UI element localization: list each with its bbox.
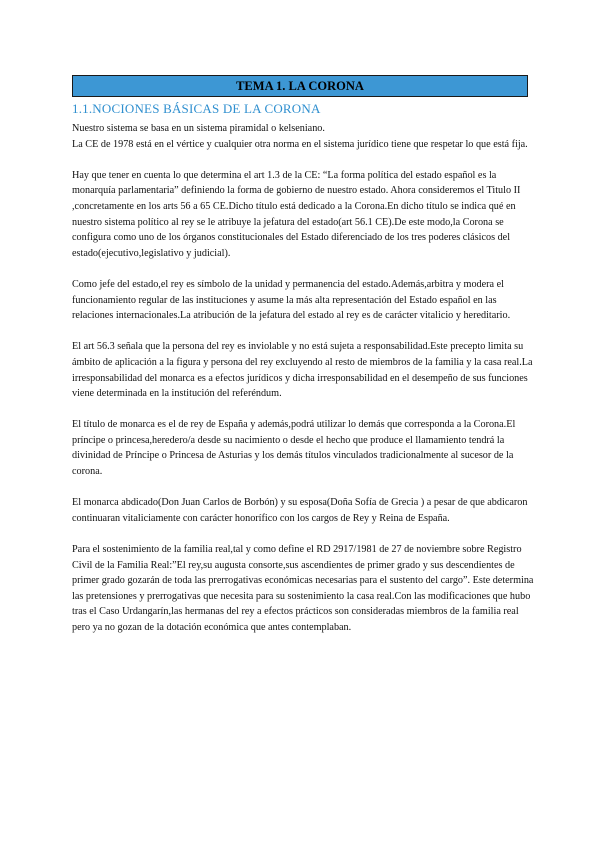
paragraph-gap xyxy=(72,526,534,542)
document-body xyxy=(72,121,534,636)
section-heading: 1.1.NOCIONES BÁSICAS DE LA CORONA xyxy=(72,101,321,116)
paragraph-gap xyxy=(72,152,534,168)
document-title: TEMA 1. LA CORONA xyxy=(72,75,528,97)
paragraph: Hay que tener en cuenta lo que determina el art 1.3 de la CE: “La forma política del estado español es la monarquía parlamentaria” definiendo la forma de gobierno de nuestro estado. Ahora consideremos el Titulo II ,concretamente en los arts 56 a 65 CE.Dicho título está dedicado a la Corona.En dicho título se indica qué en nuestro sistema político al rey se le atribuye la jefatura del estado(art 56.1 CE).De este modo,la Corona se configura como uno de los órganos constitucionales del Estado diferenciado de los tres poderes clásicos del estado(ejecutivo,legislativo y judicial). xyxy=(72,169,521,259)
paragraph: Nuestro sistema se basa en un sistema piramidal o kelseniano. xyxy=(72,123,325,134)
paragraph: Como jefe del estado,el rey es símbolo de la unidad y permanencia del estado.Además,arbitra y modera el funcionamiento regular de las instituciones y asume la más alta representación del Estado español en las relaciones internacionales.La atribución de la jefatura del estado al rey es de carácter vitalicio y hereditario. xyxy=(72,278,511,322)
paragraph: El título de monarca es el de rey de España y además,podrá utilizar lo demás que corresponda a la Corona.El príncipe o princesa,heredero/a desde su nacimiento o desde el hecho que produce el llamamiento tendrá la divinidad de Príncipe o Princesa de Asturias y los demás títulos vinculados tradicionalmente al sucesor de la corona. xyxy=(72,419,516,478)
paragraph-gap xyxy=(72,402,534,418)
paragraph: La CE de 1978 está en el vértice y cualquier otra norma en el sistema jurídico tiene que respetar lo que está fija. xyxy=(72,138,528,150)
paragraph: Para el sostenimiento de la familia real,tal y como define el RD 2917/1981 de 27 de noviembre sobre Registro Civil de la Familia Real:”El rey,su augusta consorte,sus ascendientes de primer grado y sus descendientes de primer grado gozarán de toda las prerrogativas económicas necesarias para el sustento del cargo”. Este determina las pretensiones y prerrogativas que necesita para su sostenimiento la casa real.Con las modificaciones que hubo tras el Caso Urdangarín,las hermanas del rey a efectos prácticos son consideradas miembros de la familia real pero ya no gozan de la dotación económica que antes contemplaban. xyxy=(72,544,534,633)
paragraph-gap xyxy=(72,324,534,340)
paragraph: El art 56.3 señala que la persona del rey es inviolable y no está sujeta a responsabilidad.Este precepto limita su ámbito de aplicación a la figura y persona del rey excluyendo al resto de miembros de la familia y la casa real.La irresponsabilidad del monarca es a efectos jurídicos y dicha irresponsabilidad en el desempeño de sus funciones viene determinada en la institución del referéndum. xyxy=(72,341,533,400)
paragraph-gap xyxy=(72,261,534,277)
paragraph-gap xyxy=(72,480,534,496)
paragraph: El monarca abdicado(Don Juan Carlos de Borbón) y su esposa(Doña Sofía de Grecia ) a pesar de que abdicaron continuaran vitaliciamente con carácter honorífico con los cargos de Rey y Reina de España. xyxy=(72,497,528,524)
